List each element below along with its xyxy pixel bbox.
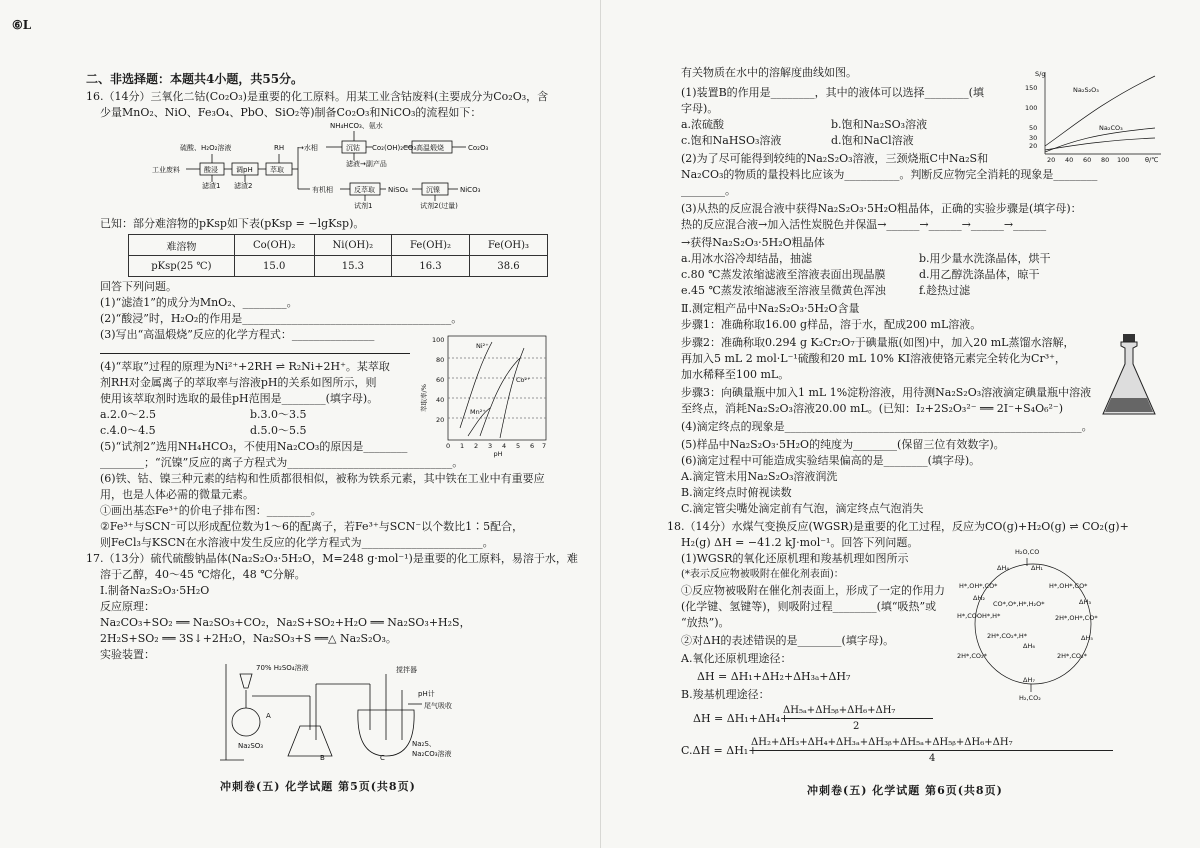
ytick-label: 80 [436,356,445,364]
q16-sub6-b: 用，也是人体必需的微量元素。 [100,488,254,501]
series-label-ni: Ni²⁺ [476,342,489,350]
q18-line-b: H₂(g) ΔH = −41.2 kJ·mol⁻¹。回答下列问题。 [681,536,919,549]
flow-filter1: 滤渣1 [202,182,221,190]
r-option-d: d.饱和NaCl溶液 [831,134,914,147]
r-step-f: f.趁热过滤 [919,284,971,297]
mech-dh6: ΔH₆ [1023,642,1035,650]
q16-sub5-b: ________；“沉镍”反应的离子方程式为______________________________。 [100,456,464,469]
mech-node: H*,OH*,CO* [959,582,998,590]
mech-node: 2H*,CO₂* [1057,652,1087,660]
solubility-chart [1021,68,1181,164]
q16-sub3-blank [100,344,410,358]
sol-xtick: 40 [1065,156,1074,164]
xtick-label: 6 [530,442,535,450]
flow-organic: 有机相 [312,186,333,194]
ksp-header-cell: Co(OH)₂ [234,235,314,256]
flow-acid-leach: 酸浸 [204,166,218,174]
mech-bottom: H₂,CO₂ [1019,694,1041,702]
curve-fe [500,348,524,438]
flow-co2o3: Co₂O₃ [468,144,489,152]
apparatus-diagram [220,660,520,768]
flow-precip: 沉钴 [346,144,360,152]
sol-curve1-label: Na₂S₂O₃ [1073,86,1099,94]
r-step-b: b.用少量水洗涤晶体，烘干 [919,252,1051,265]
q18-line-h: ②对ΔH的表述错误的是________(填字母)。 [681,634,895,647]
corner-mark: ⑥L [12,18,32,32]
app-label-b: B [320,754,325,762]
q17-line-apparatus: 实验装置： [100,648,155,661]
q18-formula-b-numerator: ΔH₅ₐ+ΔH₅ᵦ+ΔH₆+ΔH₇ [783,705,896,716]
option-c: c.4.0～4.5 [100,424,156,437]
r-line-23: (6)滴定过程中可能造成实验结果偏高的是________(填字母)。 [681,454,981,467]
q16-intro-2: 少量MnO₂、NiO、Fe₃O₄、PbO、SiO₂等)制备Co₂O₃和NiCO₃的流程如下： [100,106,482,119]
r-line-26: C.滴定管尖嘴处滴定前有气泡，滴定终点气泡消失 [681,502,924,515]
sol-xtick: 20 [1047,156,1056,164]
section-title: 二、非选择题：本题共4小题，共55分。 [86,72,304,86]
r-line-25: B.滴定终点时俯视读数 [681,486,792,499]
mech-node: 2H*,CO₂*,H* [987,632,1028,640]
right-footer: 冲刺卷(五) 化学试题 第6页(共8页) [807,784,1003,797]
extraction-xlabel: pH [493,450,503,458]
ksp-table [128,234,548,277]
q18-line-c: (1)WGSR的氧化还原机理和羧基机理如图所示 [681,552,909,565]
app-label-a: A [266,712,271,720]
q18-line-a: 18.（14分）水煤气变换反应(WGSR)是重要的化工过程，反应为CO(g)+H₂O(g) ⇌ CO₂(g)+ [667,520,1129,533]
series-label-mn: Mn²⁺ [470,408,486,416]
r-option-b: b.饱和Na₂SO₃溶液 [831,118,928,131]
flow-filter2: 滤渣2 [234,182,253,190]
app-na2co3: Na₂CO₃溶液 [412,750,452,758]
ksp-cell: 16.3 [392,256,470,277]
q16-sub6-a: (6)铁、钴、镍三种元素的结构和性质都很相似，被称为铁系元素，其中铁在工业中有重要应 [100,472,545,485]
xtick-label: 0 [446,442,451,450]
q16-sub3: (3)写出“高温煅烧”反应的化学方程式：_______________ [100,328,375,341]
flow-reagents1: 硫酸、H₂O₂溶液 [180,144,232,152]
q16-known: 已知：部分难溶物的pKsp如下表(pKsp = −lgKsp)。 [100,217,365,230]
q16-sub4-a: (4)“萃取”过程的原理为Ni²⁺+2RH ⇌ R₂Ni+2H⁺。某萃取 [100,360,390,373]
ksp-header-cell: Fe(OH)₃ [470,235,548,256]
sol-ytick: 30 [1029,134,1038,142]
q16-sub1: (1)“滤渣1”的成分为MnO₂、________。 [100,296,298,309]
r-line-20: 至终点，消耗Na₂S₂O₃溶液20.00 mL。(已知：I₂+2S₂O₃²⁻ ══ 2I⁻+S₄O₆²⁻) [681,402,1064,415]
r-line-6: Na₂CO₃的物质的量投料比应该为__________。判断反应物完全消耗的现象是________ [681,168,1098,181]
xtick-label: 4 [502,442,507,450]
mech-top: H₂O,CO [1015,548,1040,556]
r-line-24: A.滴定管未用Na₂S₂O₃溶液润洗 [681,470,838,483]
ksp-header-cell: 难溶物 [129,235,235,256]
r-line-2: 字母)。 [681,102,719,115]
flow-adjust: 调pH [236,166,253,174]
ytick-label: 100 [432,336,445,344]
app-na2s: Na₂S、 [412,740,436,748]
sol-ytick: 100 [1025,104,1038,112]
mech-node: H*,OH*,CO* [1049,582,1088,590]
flow-coco3: Co₂(OH)₂CO₃ [372,144,417,152]
sol-ylabel: S/g [1035,70,1046,78]
q18-formula-c-numerator: ΔH₂+ΔH₃+ΔH₄+ΔH₃ₐ+ΔH₃ᵦ+ΔH₅ₐ+ΔH₅ᵦ+ΔH₆+ΔH₇ [751,737,1013,748]
q16-intro-1: 16.（14分）三氧化二钴(Co₂O₃)是重要的化工原料。用某工业含钴废料(主要成分为Co₂O₃，含 [86,90,549,103]
r-line-22: (5)样品中Na₂S₂O₃·5H₂O的纯度为________(保留三位有效数字)。 [681,438,1005,451]
ksp-cell: 15.0 [234,256,314,277]
option-a: a.2.0～2.5 [100,408,157,421]
q18-line-e: ①反应物被吸附在催化剂表面上，形成了一定的作用力 [681,584,945,597]
ytick-label: 60 [436,376,445,384]
curve-co [480,358,520,436]
mech-node: CO*,O*,H*,H₂O* [993,600,1045,608]
r-line-9: 热的反应混合液→加入活性炭脱色并保温→______→______→______→______ [681,218,1047,231]
flow-extract: 萃取 [270,166,284,174]
app-stir: 搅拌器 [396,666,417,674]
mech-node: 2H*,CO₂* [957,652,987,660]
sol-ytick: 50 [1029,124,1038,132]
sol-curve2-label: Na₂CO₃ [1099,124,1123,132]
left-footer: 冲刺卷(五) 化学试题 第5页(共8页) [220,780,416,793]
ksp-table-row [129,256,548,277]
flow-precip-ni: 沉镍 [426,186,440,194]
xtick-label: 1 [460,442,465,450]
q16-sub6-d: ②Fe³⁺与SCN⁻可以形成配位数为1～6的配离子，若Fe³⁺与SCN⁻以个数比1∶5配合， [100,520,524,533]
q18-line-f: (化学键、氢键等)，则吸附过程________(填“吸热”或 [681,600,937,613]
r-step-c: c.80 ℃蒸发浓缩滤液至溶液表面出现晶膜 [681,268,886,281]
q17-line-3: Ⅰ.制备Na₂S₂O₃·5H₂O [100,584,210,597]
xtick-label: 2 [474,442,479,450]
q18-formula-c-denominator: 4 [929,753,936,764]
sol-ytick: 150 [1025,84,1038,92]
mech-dh2: ΔH₂ [973,594,985,602]
flow-reagent2: 试剂2(过量) [420,202,458,210]
mech-node: 2H*,OH*,CO* [1055,614,1098,622]
mech-dh1: ΔH₁ [1031,564,1043,572]
r-line-1: (1)装置B的作用是________，其中的液体可以选择________(填 [681,86,984,99]
q18-line-k: B.羧基机理途径： [681,688,770,701]
flow-nico3: NiCO₃ [460,186,481,194]
ksp-table-header [129,235,548,256]
series-label-co: Co²⁺ [516,376,531,384]
r-line-17: 再加入5 mL 2 mol·L⁻¹硫酸和20 mL 10% KI溶液使铬元素完全转化为Cr³⁺， [681,352,1066,365]
q16-sub5-a: (5)“试剂2”选用NH₄HCO₃，不使用Na₂CO₃的原因是________ [100,440,408,453]
r-step-d: d.用乙醇洗涤晶体，晾干 [919,268,1040,281]
fraction-bar [783,718,933,719]
extraction-chart [420,328,550,458]
mech-dh7: ΔH₇ [1023,676,1035,684]
r-line-16: 步骤2：准确称取0.294 g K₂Cr₂O₇于碘量瓶(如图)中，加入20 mL蒸馏水溶解， [681,336,1075,349]
q17-line-4: 反应原理： [100,600,155,613]
q16-sub2: (2)“酸浸”时，H₂O₂的作用是______________________________________。 [100,312,463,325]
process-flow-diagram [150,120,530,212]
r-line-10: →获得Na₂S₂O₃·5H₂O粗晶体 [681,236,825,249]
app-ph: pH计 [418,690,435,698]
fraction-bar [751,750,1113,751]
curve-na2s [1045,138,1155,150]
r-line-0: 有关物质在水中的溶解度曲线如图。 [681,66,857,79]
r-line-18: 加水稀释至100 mL。 [681,368,790,381]
app-tail: 尾气吸收 [424,702,452,710]
q18-line-j: ΔH = ΔH₁+ΔH₂+ΔH₃ₐ+ΔH₇ [697,670,851,683]
ksp-cell: 15.3 [314,256,391,277]
option-b: b.3.0～3.5 [250,408,307,421]
q16-answer-prompt: 回答下列问题。 [100,280,177,293]
xtick-label: 3 [488,442,493,450]
q18-formula-b-denominator: 2 [853,721,860,732]
mech-dh4: ΔH₄ [997,564,1009,572]
r-line-7: ________。 [681,184,736,197]
ytick-label: 20 [436,416,445,424]
r-line-14: Ⅱ.测定粗产品中Na₂S₂O₃·5H₂O含量 [681,302,860,315]
xtick-label: 5 [516,442,521,450]
extraction-ylabel: 萃取率/% [420,384,428,412]
r-option-c: c.饱和NaHSO₃溶液 [681,134,782,147]
r-step-e: e.45 ℃蒸发浓缩滤液至溶液呈微黄色浑浊 [681,284,886,297]
flow-niso4: NiSO₄ [388,186,408,194]
flow-reagent1: 试剂1 [354,202,373,210]
mech-node: H*,COOH*,H* [957,612,1001,620]
q18-formula-b-prefix: ΔH = ΔH₁+ΔH₄+ [693,712,790,725]
sol-xtick: 80 [1101,156,1110,164]
ksp-header-cell: Ni(OH)₂ [314,235,391,256]
q17-equation-1: Na₂CO₃+SO₂ ══ Na₂SO₃+CO₂，Na₂S+SO₂+H₂O ══ Na₂SO₃+H₂S， [100,616,471,629]
r-line-21: (4)滴定终点的现象是______________________________________________________。 [681,420,1093,433]
flow-water: →水相 [298,144,318,152]
q16-sub4-b: 剂RH对金属离子的萃取率与溶液pH的关系如图所示，则 [100,376,377,389]
q16-sub6-c: ①画出基态Fe³⁺的价电子排布图：________。 [100,504,322,517]
r-line-8: (3)从热的反应混合液中获得Na₂S₂O₃·5H₂O粗晶体，正确的实验步骤是(填字母)： [681,202,1082,215]
r-line-15: 步骤1：准确称取16.00 g样品，溶于水，配成200 mL溶液。 [681,318,982,331]
app-acid: 70% H₂SO₄溶液 [256,664,309,672]
ksp-header-cell: Fe(OH)₂ [392,235,470,256]
q17-line-2: 溶于乙醇，40～45 ℃熔化，48 ℃分解。 [100,568,306,581]
wgsr-mechanism-diagram [957,544,1109,704]
r-option-a: a.浓硫酸 [681,118,725,131]
flow-back-extract: 反萃取 [354,186,375,194]
ksp-cell: 38.6 [470,256,548,277]
q18-line-g: “放热”)。 [681,616,730,629]
q16-sub4-c: 使用该萃取剂时选取的最佳pH范围是________(填字母)。 [100,392,379,405]
flow-calcine: 高温煅烧 [416,144,444,152]
ytick-label: 40 [436,396,445,404]
r-line-5: (2)为了尽可能得到较纯的Na₂S₂O₃溶液，三颈烧瓶C中Na₂S和 [681,152,989,165]
app-na2so3: Na₂SO₃ [238,742,264,750]
mech-dh3: ΔH₃ [1079,598,1091,606]
app-label-c: C [380,754,385,762]
xtick-label: 7 [542,442,547,450]
q18-line-d: (*表示反应物被吸附在催化剂表面)： [681,569,844,580]
flow-rh: RH [274,144,285,152]
r-step-a: a.用冰水浴冷却结晶，抽滤 [681,252,813,265]
q18-line-i: A.氧化还原机理途径： [681,652,792,665]
q18-formula-c-prefix: C.ΔH = ΔH₁+ [681,744,758,757]
mech-dh5: ΔH₅ [1081,634,1093,642]
flow-waste: 工业废料 [152,166,180,174]
iodine-flask-icon [1097,332,1161,422]
q17-line-1: 17.（13分）硫代硫酸钠晶体(Na₂S₂O₃·5H₂O，M=248 g·mol⁻¹)是重要的化工原料，易溶于水，难 [86,552,578,565]
q16-sub6-e: 则FeCl₃与KSCN在水溶液中发生反应的化学方程式为______________________。 [100,536,494,549]
flow-nh4: NH₄HCO₃、氨水 [330,122,383,130]
flow-filtrate: 滤液→副产品 [346,160,387,168]
right-page [600,0,1200,848]
r-line-19: 步骤3：向碘量瓶中加入1 mL 1%淀粉溶液，用待测Na₂S₂O₃溶液滴定碘量瓶中溶液 [681,386,1092,399]
sol-xtick: 100 [1117,156,1130,164]
sol-xunit: θ/℃ [1145,156,1159,164]
q17-equation-2: 2H₂S+SO₂ ══ 3S↓+2H₂O，Na₂SO₃+S ══△ Na₂S₂O₃。 [100,632,397,645]
sol-ytick: 20 [1029,142,1038,150]
option-d: d.5.0～5.5 [250,424,307,437]
sol-xtick: 60 [1083,156,1092,164]
ksp-cell: pKsp(25 ℃) [129,256,235,277]
